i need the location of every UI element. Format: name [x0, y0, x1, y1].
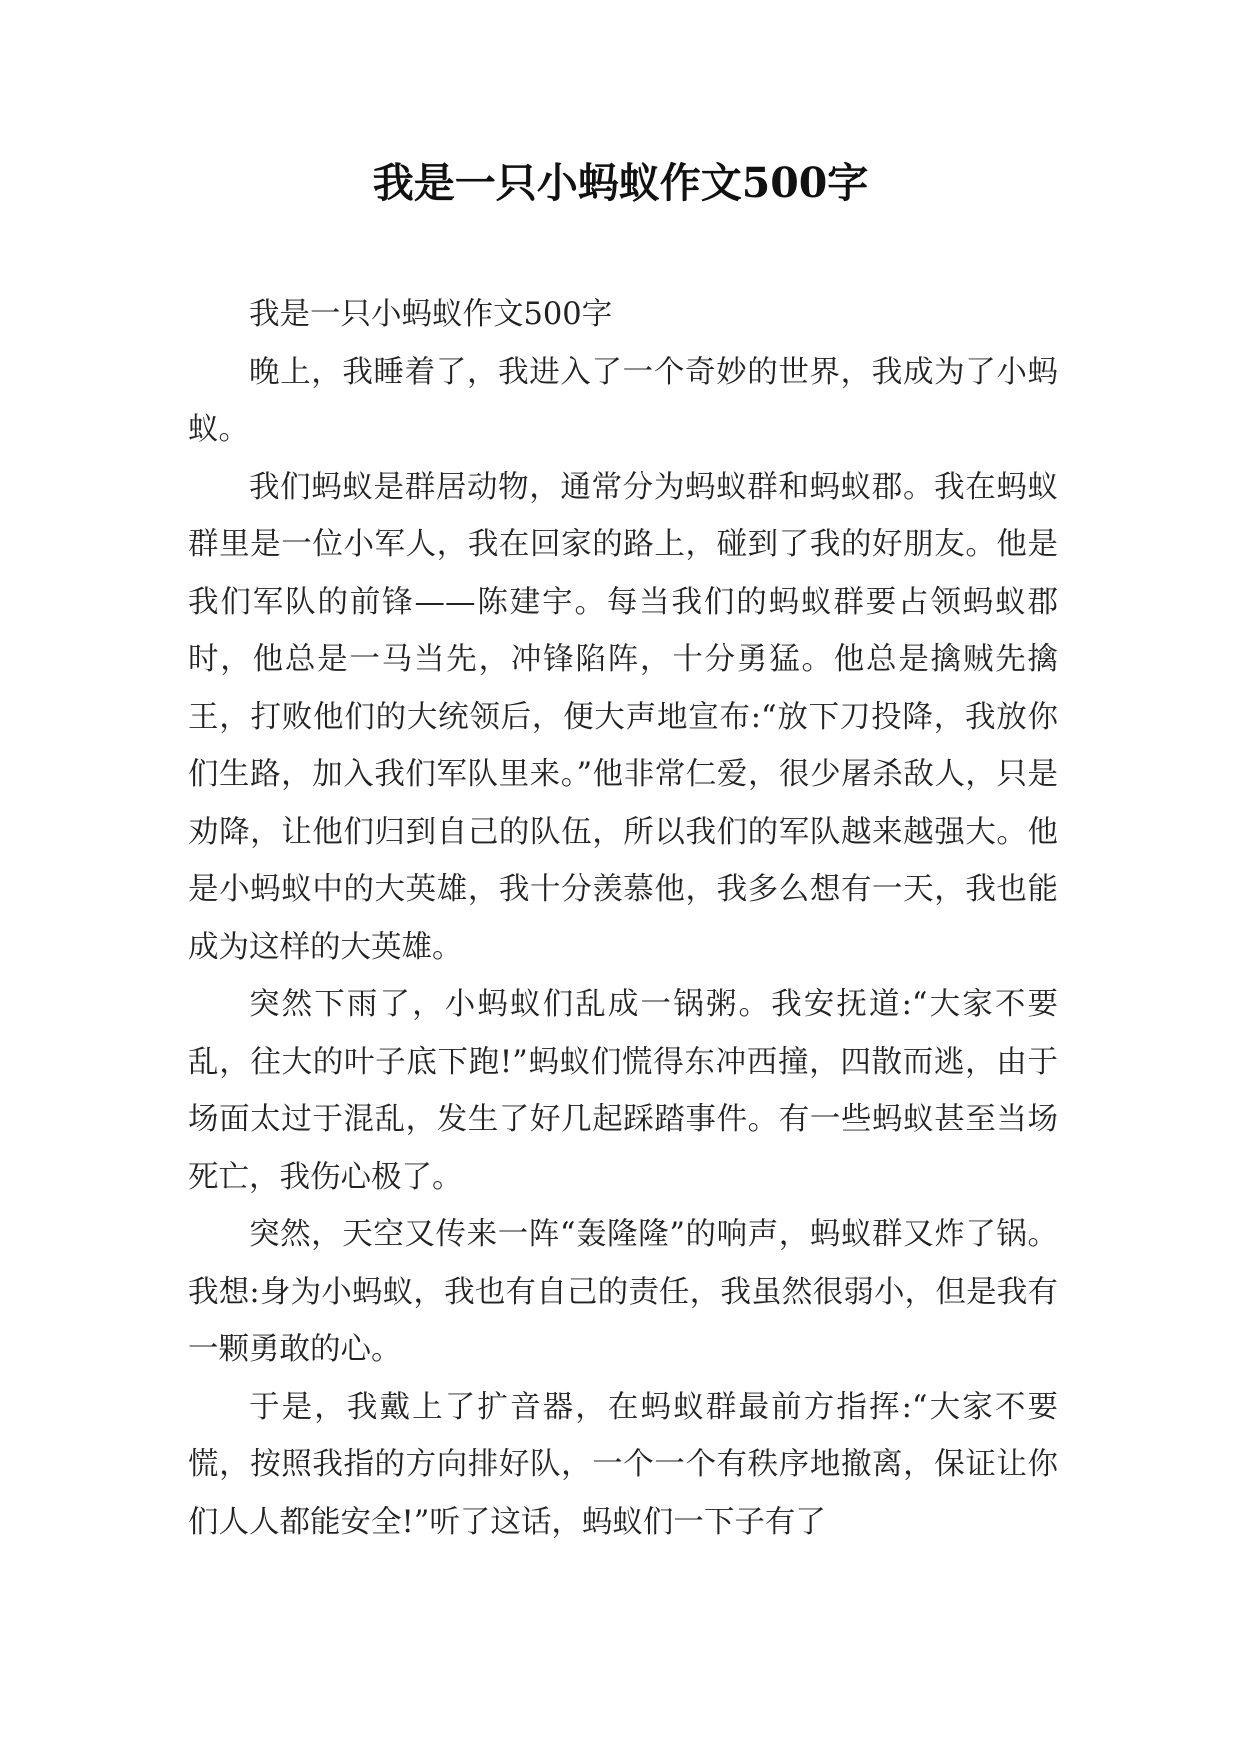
paragraph: 突然，天空又传来一阵“轰隆隆”的响声，蚂蚁群又炸了锅。我想:身为小蚂蚁，我也有自己的责任，我虽然很弱小，但是我有一颗勇敢的心。 [188, 1217, 1058, 1367]
paragraph: 我们蚂蚁是群居动物，通常分为蚂蚁群和蚂蚁郡。我在蚂蚁群里是一位小军人，我在回家的路上，碰到了我的好朋友。他是我们军队的前锋——陈建宇。每当我们的蚂蚁群要占领蚂蚁郡时，他总是一马当先，冲锋陷阵，十分勇猛。他总是擒贼先擒王，打败他们的大统领后，便大声地宣布:“放下刀投降，我放你们生路，加入我们军队里来。”他非常仁爱，很少屠杀敌人，只是劝降，让他们归到自己的队伍，所以我们的军队越来越强大。他是小蚂蚁中的大英雄，我十分羡慕他，我多么想有一天，我也能成为这样的大英雄。 [188, 469, 1058, 965]
paragraph: 突然下雨了，小蚂蚁们乱成一锅粥。我安抚道:“大家不要乱，往大的叶子底下跑!”蚂蚁们慌得东冲西撞，四散而逃，由于场面太过于混乱，发生了好几起踩踏事件。有一些蚂蚁甚至当场死亡，我伤心极了。 [188, 987, 1058, 1195]
paragraph-subtitle: 我是一只小蚂蚁作文500字 [249, 297, 613, 332]
document-body [188, 286, 1058, 1551]
paragraph: 晚上，我睡着了，我进入了一个奇妙的世界，我成为了小蚂蚁。 [188, 354, 1058, 447]
paragraph: 于是，我戴上了扩音器，在蚂蚁群最前方指挥:“大家不要慌，按照我指的方向排好队，一个一个有秩序地撤离，保证让你们人人都能安全!”听了这话，蚂蚁们一下子有了 [188, 1389, 1058, 1540]
document-title: 我是一只小蚂蚁作文500字 [372, 159, 869, 207]
